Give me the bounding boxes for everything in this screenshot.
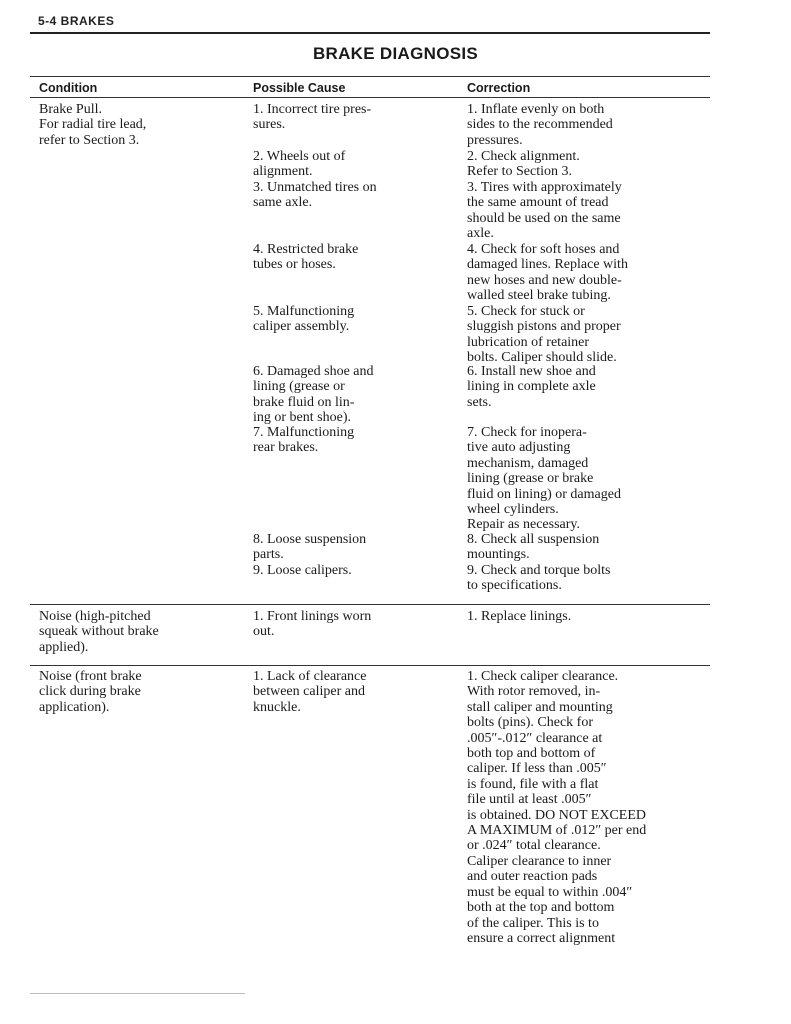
row-divider xyxy=(30,604,710,605)
cause-item: 4. Restricted brake tubes or hoses. xyxy=(253,242,359,273)
condition-noise-squeak: Noise (high-pitched squeak without brake applied). xyxy=(39,609,159,655)
cause-item: 1. Lack of clearance between caliper and knuckle. xyxy=(253,669,367,715)
correction-item: 4. Check for soft hoses and damaged lines. Replace with new hoses and new double- walled steel brake tubing. xyxy=(467,242,628,304)
condition-brake-pull: Brake Pull. For radial tire lead, refer to Section 3. xyxy=(39,102,147,148)
correction-item: 3. Tires with approximately the same amount of tread should be used on the same axle. xyxy=(467,180,622,242)
correction-item: 9. Check and torque bolts to specifications. xyxy=(467,563,611,594)
cause-item: 5. Malfunctioning caliper assembly. xyxy=(253,304,355,335)
correction-item: 1. Inflate evenly on both sides to the recommended pressures. xyxy=(467,102,613,148)
column-header-condition: Condition xyxy=(39,81,98,95)
correction-item: 1. Replace linings. xyxy=(467,609,572,624)
correction-item: 8. Check all suspension mountings. xyxy=(467,532,600,563)
column-header-possible-cause: Possible Cause xyxy=(253,81,346,95)
cause-item: 7. Malfunctioning rear brakes. xyxy=(253,425,355,456)
footer-rule xyxy=(30,993,245,994)
table-top-rule xyxy=(30,76,710,77)
row-divider xyxy=(30,665,710,666)
cause-item: 1. Front linings worn out. xyxy=(253,609,372,640)
cause-item: 8. Loose suspension parts. xyxy=(253,532,367,563)
correction-item: 1. Check caliper clearance. With rotor removed, in- stall caliper and mounting bolts (pins). Check for .005″-.012″ clearance at both top and bottom of caliper. If less than .005″ is found, file with a flat file until at least .005″ is obtained. DO NOT EXCEED A MAXIMUM of .012″ per end or .024″ total clearance. Caliper clearance to inner and outer reaction pads must be equal to within .004″ both at the top and bottom of the caliper. This is to ensure a correct alignment xyxy=(467,669,647,946)
header-rule xyxy=(30,32,710,34)
correction-item: 5. Check for stuck or sluggish pistons and proper lubrication of retainer bolts. Caliper should slide. xyxy=(467,304,621,366)
condition-noise-click: Noise (front brake click during brake application). xyxy=(39,669,142,715)
cause-item: 1. Incorrect tire pres- sures. xyxy=(253,102,372,133)
cause-item: 3. Unmatched tires on same axle. xyxy=(253,180,377,211)
correction-item: 7. Check for inopera- tive auto adjusting mechanism, damaged lining (grease or brake fluid on lining) or damaged wheel cylinders. Repair as necessary. xyxy=(467,425,621,533)
correction-item: 2. Check alignment. Refer to Section 3. xyxy=(467,149,580,180)
page-header: 5-4 BRAKES xyxy=(38,14,115,28)
correction-item: 6. Install new shoe and lining in complete axle sets. xyxy=(467,364,596,410)
cause-item: 2. Wheels out of alignment. xyxy=(253,149,346,180)
page-title: BRAKE DIAGNOSIS xyxy=(312,44,479,63)
cause-item: 6. Damaged shoe and lining (grease or brake fluid on lin- ing or bent shoe). xyxy=(253,364,374,426)
header-bottom-rule xyxy=(30,97,710,98)
column-header-correction: Correction xyxy=(467,81,531,95)
cause-item: 9. Loose calipers. xyxy=(253,563,352,578)
